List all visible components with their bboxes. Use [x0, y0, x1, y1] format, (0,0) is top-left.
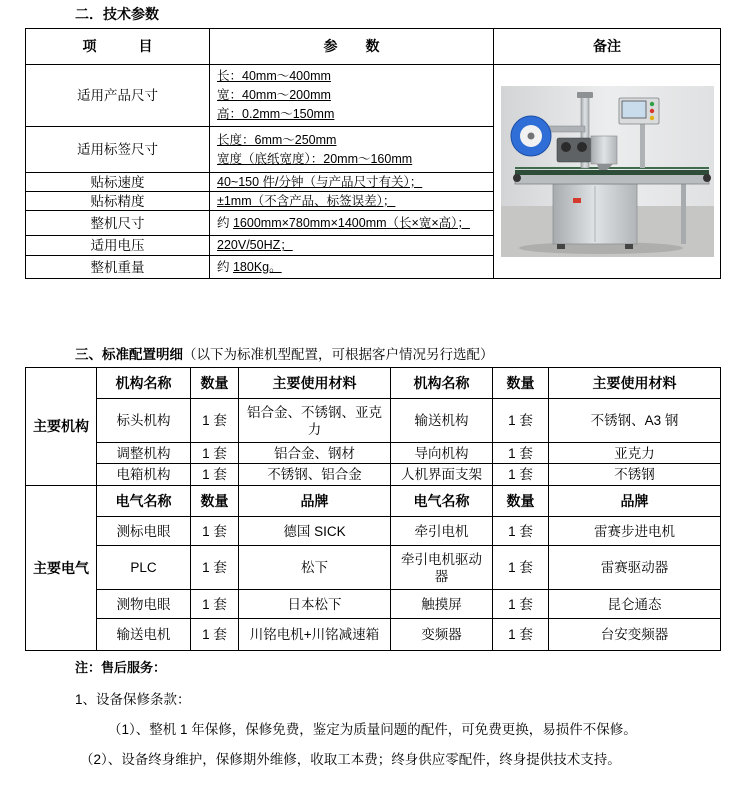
- config-cell: 标头机构: [97, 399, 191, 443]
- config-header-cell: 数量: [493, 486, 549, 517]
- config-cell: 松下: [239, 546, 391, 590]
- config-cell: 铝合金、钢材: [239, 443, 391, 464]
- config-cell: 日本松下: [239, 590, 391, 619]
- cabinet-foot-right: [625, 244, 633, 249]
- config-header-cell: 电气名称: [97, 486, 191, 517]
- spec-item-label: 整机重量: [26, 256, 210, 279]
- emergency-button: [649, 116, 653, 120]
- spec-value-line: 40~150 件/分钟（与产品尺寸有关）；: [217, 174, 423, 189]
- stop-button: [649, 109, 653, 113]
- header-param: 参 数: [210, 29, 494, 65]
- spec-value-line: 高：0.2mm～150mm: [217, 107, 335, 121]
- config-cell: 导向机构: [391, 443, 493, 464]
- config-cell: 台安变频器: [549, 619, 721, 651]
- config-header-cell: 主要使用材料: [549, 368, 721, 399]
- start-button: [649, 102, 653, 106]
- spec-item-value: [210, 192, 494, 211]
- spec-value-text: 180Kg。: [232, 259, 282, 274]
- config-cell: 1 套: [191, 619, 239, 651]
- table-row: [26, 443, 721, 464]
- cabinet-warning-label: [573, 198, 581, 203]
- config-cell: 1 套: [493, 464, 549, 486]
- config-cell: 不锈钢: [549, 464, 721, 486]
- config-cell: 川铭电机+川铭减速箱: [239, 619, 391, 651]
- spec-item-label: 整机尺寸: [26, 211, 210, 236]
- config-cell: 调整机构: [97, 443, 191, 464]
- config-cell: PLC: [97, 546, 191, 590]
- config-header-cell: 主要使用材料: [239, 368, 391, 399]
- spec-value-prefix: 约: [217, 259, 233, 274]
- config-header-cell: 数量: [191, 486, 239, 517]
- config-cell: 触摸屏: [391, 590, 493, 619]
- config-cell: 电箱机构: [97, 464, 191, 486]
- config-cell: 雷赛步进电机: [549, 517, 721, 546]
- config-header-cell: 电气名称: [391, 486, 493, 517]
- config-header-row: [26, 486, 721, 517]
- config-header-cell: 数量: [191, 368, 239, 399]
- spec-table: [25, 28, 721, 279]
- section-title-config: [75, 346, 494, 364]
- conveyor-end-roller-right: [703, 174, 711, 182]
- cabinet-foot-left: [557, 244, 565, 249]
- config-cell: 1 套: [191, 546, 239, 590]
- config-header-cell: 机构名称: [97, 368, 191, 399]
- spec-row-product-size: [26, 65, 721, 127]
- conveyor-end-roller-left: [513, 174, 521, 182]
- table-row: [26, 546, 721, 590]
- spec-value-line: [217, 259, 490, 276]
- section-title-config-main: 三、标准配置明细: [75, 347, 183, 362]
- spec-item-value: [210, 211, 494, 236]
- ribbon-spool-right: [577, 142, 587, 152]
- group-label-electrical: 主要电气: [26, 486, 97, 651]
- spec-item-value: [210, 127, 494, 173]
- config-cell: 1 套: [191, 443, 239, 464]
- config-cell: 1 套: [493, 443, 549, 464]
- config-cell: 不锈钢、A3 钢: [549, 399, 721, 443]
- config-header-cell: 品牌: [549, 486, 721, 517]
- config-cell: 人机界面支架: [391, 464, 493, 486]
- config-header-cell: 品牌: [239, 486, 391, 517]
- conveyor-frame: [515, 174, 709, 184]
- conveyor-belt: [515, 170, 709, 175]
- spec-item-value: [210, 236, 494, 256]
- config-cell: 德国 SICK: [239, 517, 391, 546]
- table-row: [26, 399, 721, 443]
- note-photo-cell: [494, 65, 721, 279]
- spec-value-line: 长：40mm～400mm: [217, 69, 331, 83]
- config-cell: 1 套: [191, 464, 239, 486]
- config-cell: 亚克力: [549, 443, 721, 464]
- spec-item-label: 适用电压: [26, 236, 210, 256]
- label-reel-hub: [527, 133, 534, 140]
- spec-item-value: [210, 173, 494, 192]
- config-cell: 输送机构: [391, 399, 493, 443]
- conveyor-guide-rail: [515, 167, 709, 169]
- spec-item-label: 适用产品尺寸: [26, 65, 210, 127]
- after-sales-title: 注：售后服务：: [75, 660, 167, 675]
- config-cell: 1 套: [493, 517, 549, 546]
- header-note: 备注: [494, 29, 721, 65]
- section-title-config-note: （以下为标准机型配置，可根据客户情况另行选配）: [183, 347, 494, 362]
- config-cell: 测标电眼: [97, 517, 191, 546]
- warranty-item: （2）、设备终身维护，保修期外维修，收取工本费；终身供应零配件，终身提供技术支持。: [80, 752, 621, 767]
- config-header-cell: 数量: [493, 368, 549, 399]
- header-item: 项 目: [26, 29, 210, 65]
- config-cell: 雷赛驱动器: [549, 546, 721, 590]
- touch-screen: [622, 101, 646, 118]
- spec-value-line: 220V/50HZ；: [217, 238, 293, 252]
- spec-value-line: ±1mm（不含产品、标签误差）；: [217, 193, 396, 208]
- config-cell: 铝合金、不锈钢、亚克力: [239, 399, 391, 443]
- config-cell: 1 套: [493, 590, 549, 619]
- label-head-body: [591, 136, 617, 164]
- spec-value-text: 1600mm×780mm×1400mm（长×宽×高）；: [232, 215, 470, 230]
- group-label-mechanism: 主要机构: [26, 368, 97, 486]
- control-panel-pole: [640, 122, 645, 168]
- spec-item-value: [210, 65, 494, 127]
- config-cell: 测物电眼: [97, 590, 191, 619]
- config-header-cell: 机构名称: [391, 368, 493, 399]
- labeling-machine-photo: [501, 86, 714, 257]
- config-cell: 牵引电机驱动器: [391, 546, 493, 590]
- spec-item-value: [210, 256, 494, 279]
- spec-item-label: 适用标签尺寸: [26, 127, 210, 173]
- table-row: [26, 464, 721, 486]
- config-header-row: [26, 368, 721, 399]
- conveyor-support-leg: [681, 184, 686, 244]
- config-cell: 1 套: [191, 399, 239, 443]
- spec-value-line: [217, 215, 490, 232]
- config-cell: 1 套: [493, 619, 549, 651]
- spec-item-label: 贴标精度: [26, 192, 210, 211]
- config-cell: 昆仑通态: [549, 590, 721, 619]
- spec-header-row: [26, 29, 721, 65]
- config-cell: 1 套: [191, 590, 239, 619]
- spec-value-line: 宽：40mm～200mm: [217, 88, 331, 102]
- config-cell: 1 套: [493, 399, 549, 443]
- spec-value-line: 宽度（底纸宽度）：20mm～160mm: [217, 151, 413, 166]
- section-title-tech-params: 二．技术参数: [75, 6, 159, 22]
- table-row: [26, 619, 721, 651]
- config-cell: 输送电机: [97, 619, 191, 651]
- warranty-clause-title: 1、设备保修条款：: [75, 692, 191, 707]
- spec-item-label: 贴标速度: [26, 173, 210, 192]
- label-head-knob: [577, 92, 593, 98]
- table-row: [26, 517, 721, 546]
- config-cell: 1 套: [191, 517, 239, 546]
- warranty-item: （1）、整机 1 年保修，保修免费，鉴定为质量问题的配件，可免费更换，易损件不保修。: [108, 722, 637, 737]
- table-row: [26, 590, 721, 619]
- config-cell: 1 套: [493, 546, 549, 590]
- config-cell: 变频器: [391, 619, 493, 651]
- config-cell: 不锈钢、铝合金: [239, 464, 391, 486]
- config-table: [25, 367, 721, 651]
- spec-value-line: 长度：6mm～250mm: [217, 132, 337, 147]
- spec-value-prefix: 约: [217, 215, 233, 230]
- config-cell: 牵引电机: [391, 517, 493, 546]
- ribbon-spool-left: [561, 142, 571, 152]
